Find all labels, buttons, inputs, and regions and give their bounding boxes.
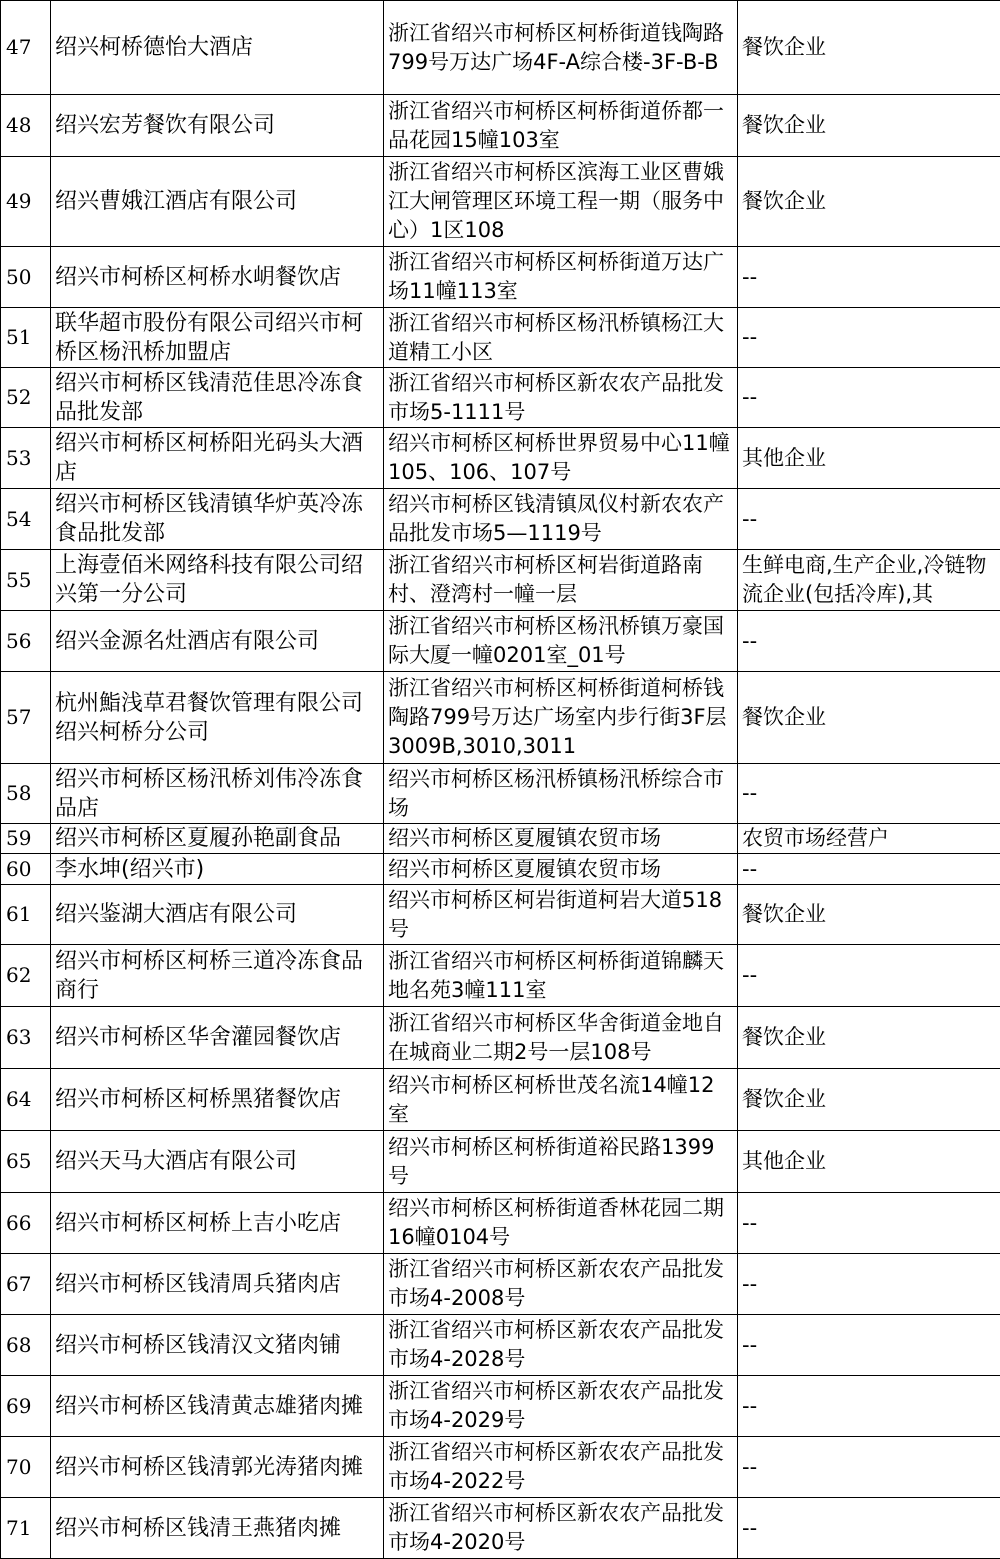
- row-number: 71: [1, 1498, 51, 1559]
- enterprise-address: 浙江省绍兴市柯桥区柯岩街道路南村、澄湾村一幢一层: [384, 550, 738, 611]
- row-number: 57: [1, 672, 51, 764]
- row-number: 56: [1, 611, 51, 672]
- enterprise-name: 绍兴金源名灶酒店有限公司: [51, 611, 384, 672]
- enterprise-type: --: [738, 1193, 1000, 1254]
- table-row: [1, 247, 1000, 308]
- row-number: 64: [1, 1069, 51, 1131]
- row-number: 49: [1, 157, 51, 247]
- table-row: [1, 157, 1000, 247]
- enterprise-name: 绍兴市柯桥区柯桥水岄餐饮店: [51, 247, 384, 308]
- enterprise-name: 联华超市股份有限公司绍兴市柯桥区杨汛桥加盟店: [51, 308, 384, 368]
- enterprise-type: --: [738, 1254, 1000, 1315]
- enterprise-name: 绍兴市柯桥区柯桥三道冷冻食品商行: [51, 945, 384, 1007]
- enterprise-address: 浙江省绍兴市柯桥区杨汛桥镇万豪国际大厦一幢0201室_01号: [384, 611, 738, 672]
- enterprise-name: 绍兴市柯桥区钱清汉文猪肉铺: [51, 1315, 384, 1376]
- enterprise-name: 绍兴市柯桥区华舍灌园餐饮店: [51, 1007, 384, 1069]
- table-row: [1, 1315, 1000, 1376]
- enterprise-address: 浙江省绍兴市柯桥区柯桥街道侨都一品花园15幢103室: [384, 95, 738, 157]
- enterprise-address: 浙江省绍兴市柯桥区柯桥街道钱陶路799号万达广场4F-A综合楼-3F-B-B: [384, 1, 738, 95]
- enterprise-name: 绍兴天马大酒店有限公司: [51, 1131, 384, 1193]
- enterprise-address: 绍兴市柯桥区杨汛桥镇杨汛桥综合市场: [384, 764, 738, 824]
- enterprise-name: 绍兴市柯桥区杨汛桥刘伟冷冻食品店: [51, 764, 384, 824]
- enterprise-type: 餐饮企业: [738, 1069, 1000, 1131]
- enterprise-type: 农贸市场经营户: [738, 824, 1000, 854]
- enterprise-name: 杭州鮨浅草君餐饮管理有限公司绍兴柯桥分公司: [51, 672, 384, 764]
- enterprise-type: 餐饮企业: [738, 157, 1000, 247]
- enterprise-name: 绍兴市柯桥区钱清郭光涛猪肉摊: [51, 1437, 384, 1498]
- table-row: [1, 95, 1000, 157]
- enterprise-address: 绍兴市柯桥区夏履镇农贸市场: [384, 824, 738, 854]
- table-row: [1, 672, 1000, 764]
- enterprise-name: 绍兴市柯桥区柯桥黑猪餐饮店: [51, 1069, 384, 1131]
- enterprise-type: --: [738, 764, 1000, 824]
- enterprise-address: 浙江省绍兴市柯桥区新农农产品批发市场5-1111号: [384, 368, 738, 428]
- enterprise-type: --: [738, 308, 1000, 368]
- enterprise-address: 绍兴市柯桥区柯桥街道香林花园二期16幢0104号: [384, 1193, 738, 1254]
- enterprise-type: --: [738, 247, 1000, 308]
- enterprise-address: 绍兴市柯桥区柯岩街道柯岩大道518号: [384, 885, 738, 945]
- table-row: [1, 1254, 1000, 1315]
- enterprise-name: 绍兴市柯桥区夏履孙艳副食品: [51, 824, 384, 854]
- row-number: 48: [1, 95, 51, 157]
- enterprise-address: 浙江省绍兴市柯桥区新农农产品批发市场4-2029号: [384, 1376, 738, 1437]
- table-row: [1, 1498, 1000, 1559]
- enterprise-type: --: [738, 945, 1000, 1007]
- row-number: 63: [1, 1007, 51, 1069]
- table-row: [1, 1, 1000, 95]
- table-row: [1, 1193, 1000, 1254]
- enterprise-name: 绍兴市柯桥区钱清黄志雄猪肉摊: [51, 1376, 384, 1437]
- enterprise-address: 浙江省绍兴市柯桥区杨汛桥镇杨江大道精工小区: [384, 308, 738, 368]
- enterprise-type: 餐饮企业: [738, 95, 1000, 157]
- table-row: [1, 308, 1000, 368]
- enterprise-type: --: [738, 1315, 1000, 1376]
- enterprise-address: 浙江省绍兴市柯桥区新农农产品批发市场4-2022号: [384, 1437, 738, 1498]
- row-number: 58: [1, 764, 51, 824]
- table-row: [1, 885, 1000, 945]
- enterprise-name: 李水坤(绍兴市): [51, 854, 384, 885]
- enterprise-name: 绍兴宏芳餐饮有限公司: [51, 95, 384, 157]
- enterprise-type: --: [738, 1498, 1000, 1559]
- enterprise-name: 绍兴市柯桥区柯桥上吉小吃店: [51, 1193, 384, 1254]
- row-number: 69: [1, 1376, 51, 1437]
- enterprise-name: 上海壹佰米网络科技有限公司绍兴第一分公司: [51, 550, 384, 611]
- enterprise-address: 绍兴市柯桥区钱清镇凤仪村新农农产品批发市场5—1119号: [384, 489, 738, 550]
- row-number: 50: [1, 247, 51, 308]
- enterprise-name: 绍兴柯桥德怡大酒店: [51, 1, 384, 95]
- enterprise-address: 浙江省绍兴市柯桥区柯桥街道柯桥钱陶路799号万达广场室内步行街3F层3009B,3010,3011: [384, 672, 738, 764]
- enterprise-name: 绍兴市柯桥区钱清王燕猪肉摊: [51, 1498, 384, 1559]
- enterprise-address: 绍兴市柯桥区柯桥世茂名流14幢12室: [384, 1069, 738, 1131]
- table-row: [1, 854, 1000, 885]
- enterprise-name: 绍兴市柯桥区钱清周兵猪肉店: [51, 1254, 384, 1315]
- enterprise-address: 浙江省绍兴市柯桥区柯桥街道锦麟天地名苑3幢111室: [384, 945, 738, 1007]
- row-number: 65: [1, 1131, 51, 1193]
- row-number: 47: [1, 1, 51, 95]
- row-number: 68: [1, 1315, 51, 1376]
- enterprise-name: 绍兴曹娥江酒店有限公司: [51, 157, 384, 247]
- row-number: 62: [1, 945, 51, 1007]
- table-row: [1, 1131, 1000, 1193]
- table-row: [1, 611, 1000, 672]
- enterprise-type: --: [738, 854, 1000, 885]
- table-row: [1, 824, 1000, 854]
- table-row: [1, 1437, 1000, 1498]
- enterprise-type: --: [738, 489, 1000, 550]
- enterprise-address: 浙江省绍兴市柯桥区新农农产品批发市场4-2008号: [384, 1254, 738, 1315]
- enterprise-address: 浙江省绍兴市柯桥区新农农产品批发市场4-2020号: [384, 1498, 738, 1559]
- enterprise-address: 绍兴市柯桥区夏履镇农贸市场: [384, 854, 738, 885]
- enterprise-name: 绍兴鉴湖大酒店有限公司: [51, 885, 384, 945]
- table-row: [1, 550, 1000, 611]
- enterprise-type: --: [738, 1376, 1000, 1437]
- row-number: 52: [1, 368, 51, 428]
- enterprise-type: 餐饮企业: [738, 885, 1000, 945]
- enterprise-type: --: [738, 611, 1000, 672]
- table-row: [1, 764, 1000, 824]
- table-row: [1, 489, 1000, 550]
- enterprise-address: 浙江省绍兴市柯桥区新农农产品批发市场4-2028号: [384, 1315, 738, 1376]
- enterprise-type: 餐饮企业: [738, 1007, 1000, 1069]
- row-number: 67: [1, 1254, 51, 1315]
- enterprise-type: 餐饮企业: [738, 672, 1000, 764]
- enterprise-name: 绍兴市柯桥区柯桥阳光码头大酒店: [51, 428, 384, 489]
- row-number: 66: [1, 1193, 51, 1254]
- enterprise-address: 浙江省绍兴市柯桥区柯桥街道万达广场11幢113室: [384, 247, 738, 308]
- enterprise-type: 其他企业: [738, 428, 1000, 489]
- enterprise-address: 绍兴市柯桥区柯桥街道裕民路1399号: [384, 1131, 738, 1193]
- table-row: [1, 428, 1000, 489]
- row-number: 54: [1, 489, 51, 550]
- row-number: 51: [1, 308, 51, 368]
- row-number: 61: [1, 885, 51, 945]
- table-row: [1, 368, 1000, 428]
- enterprise-name: 绍兴市柯桥区钱清范佳思冷冻食品批发部: [51, 368, 384, 428]
- enterprise-address: 浙江省绍兴市柯桥区滨海工业区曹娥江大闸管理区环境工程一期（服务中心）1区108: [384, 157, 738, 247]
- table-row: [1, 1007, 1000, 1069]
- row-number: 59: [1, 824, 51, 854]
- row-number: 60: [1, 854, 51, 885]
- enterprise-type: 其他企业: [738, 1131, 1000, 1193]
- table-row: [1, 945, 1000, 1007]
- enterprise-type: 餐饮企业: [738, 1, 1000, 95]
- enterprise-type: --: [738, 368, 1000, 428]
- table-row: [1, 1376, 1000, 1437]
- enterprise-address: 浙江省绍兴市柯桥区华舍街道金地自在城商业二期2号一层108号: [384, 1007, 738, 1069]
- enterprise-name: 绍兴市柯桥区钱清镇华炉英冷冻食品批发部: [51, 489, 384, 550]
- table-row: [1, 1069, 1000, 1131]
- enterprise-type: 生鲜电商,生产企业,冷链物流企业(包括冷库),其: [738, 550, 1000, 611]
- enterprise-address: 绍兴市柯桥区柯桥世界贸易中心11幢105、106、107号: [384, 428, 738, 489]
- row-number: 70: [1, 1437, 51, 1498]
- row-number: 55: [1, 550, 51, 611]
- row-number: 53: [1, 428, 51, 489]
- enterprise-type: --: [738, 1437, 1000, 1498]
- enterprise-table-body: [1, 1, 1000, 1559]
